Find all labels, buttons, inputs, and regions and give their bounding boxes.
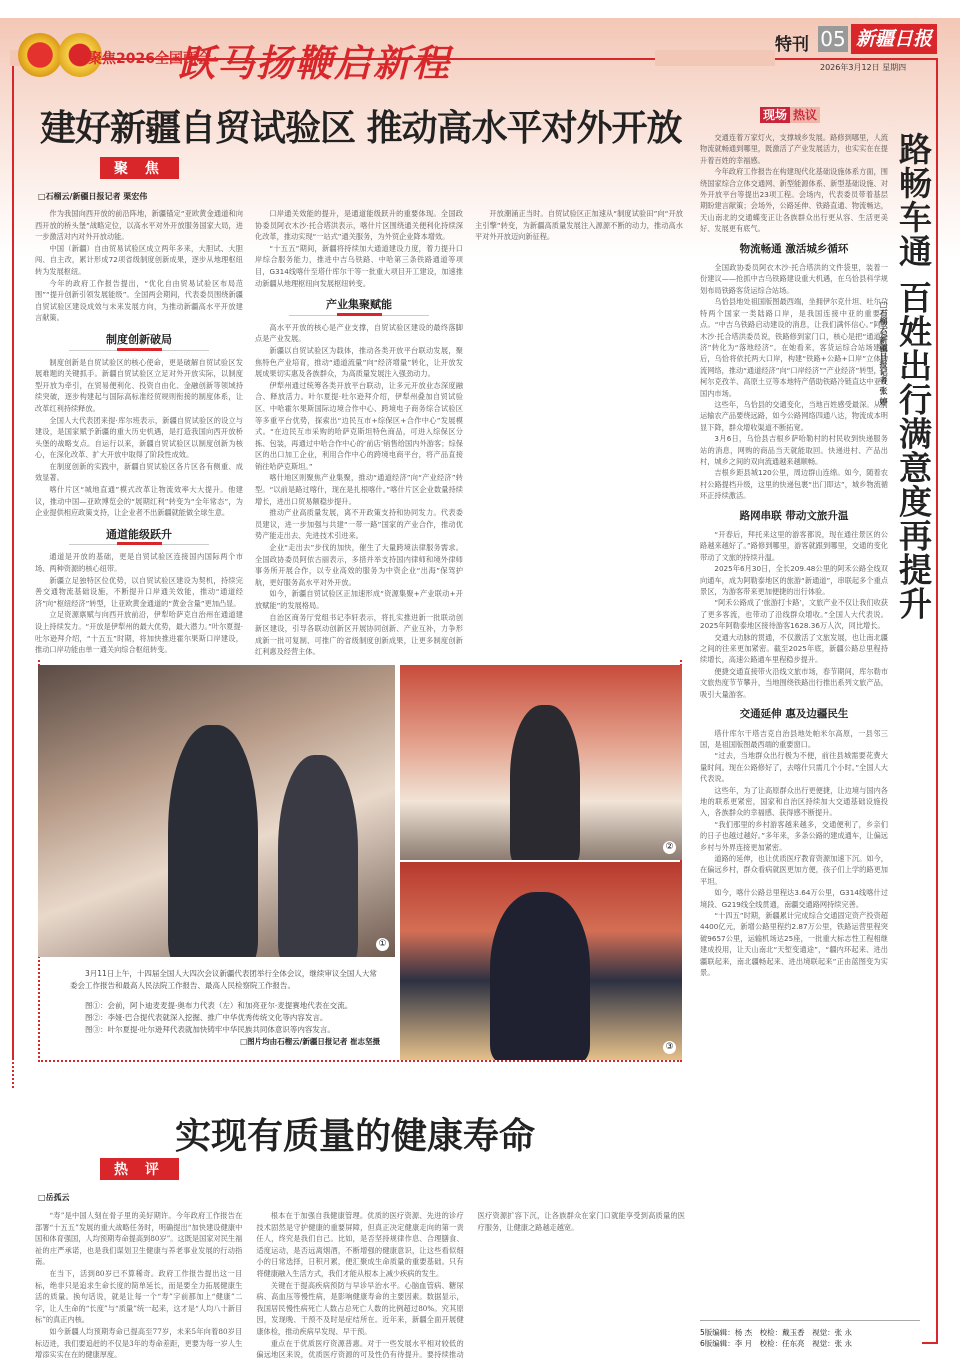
editor-credits — [700, 1320, 920, 1349]
section-heading: 通道能级跃升 — [106, 527, 172, 541]
paragraph: “阿禾公路成了‘旅游打卡路’，文旅产业不仅让我们收获了更多客流，也带动了沿线群众增收。”全国人大代表说。2025年阿勒泰地区接待游客1628.36万人次，同比增长。 — [700, 598, 888, 631]
paragraph: 3月6日，乌恰县吉根乡萨哈勒村的村民收到快递服务站的消息，网购的商品当天就能取回。快递进村、产品出村，城乡之间的双向流通越来越顺畅。 — [700, 434, 888, 466]
paragraph: 立足资源禀赋与向西开放前沿，伊犁哈萨克自治州在通道建设上持续发力。“开放是伊犁州的最大优势，最大潜力。”叶尔夏提·吐尔逊拜介绍，“十五五”时期，将加快推进霍尔果斯口岸建设，推动口岸功能由单一通关向综合枢纽转变。 — [35, 610, 243, 655]
paragraph: 道路的延伸，也让优质医疗教育资源加速下沉。如今，在偏远乡村，群众看病就医更加方便，孩子们上学的路更加平坦。 — [700, 853, 888, 886]
article2-byline: □岳孤云 — [38, 1193, 70, 1202]
frame-corner — [922, 1342, 938, 1344]
photo-number: ② — [663, 841, 676, 854]
article2-headline: 实现有质量的健康寿命 — [175, 1116, 536, 1157]
paragraph: 推动产业高质量发展，离不开政策支持和协同发力。代表委员建议，进一步加强与共建“一带一路”国家的产业合作，推动优势产能走出去、先进技术引进来。 — [255, 508, 463, 541]
photo-credit: □图片均由石榴云/新疆日报记者 崔志坚摄 — [240, 1037, 380, 1046]
caption-1: 图①：会前，阿卜迪麦麦提·奥布力代表（左）和加亮亚尔·麦提赛地代表在交流。 — [85, 1001, 353, 1010]
paragraph: 今年的政府工作报告提出，“优化自由贸易试验区布局范围”“提升创新引领发展能级”。全国两会期间，代表委员围绕新疆自贸试验区建设成效与未来发展方向，为推动新疆高水平开放建言献策。 — [35, 278, 243, 323]
heading-underline — [337, 313, 382, 316]
paragraph: “寿”是中国人刻在骨子里的美好期许。今年政府工作报告在部署“十五五”发展的重大战略任务时，明确提出“加快建设健康中国和体育强国，人均预期寿命提高到80岁”。这既是国家对民生福祉的庄严承诺，也是我们谋划卫生健康与养老事业发展的行动指南。 — [35, 1211, 243, 1267]
tag-right: 热议 — [790, 107, 820, 123]
paragraph: 关键在于提高疾病预防与早诊早治水平。心脑血管病、糖尿病、高血压等慢性病，是影响健康寿命的主要因素。数据显示，我国居民慢性病死亡人数占总死亡人数的比例超过80%。究其原因，发现晚、干预不及时是症结所在。近年来，新疆全面开展健康体检，推动疾病早发现、早干预。 — [256, 1280, 464, 1336]
paragraph: 高水平开放的核心是产业支撑，自贸试验区建设的最终落脚点是产业发展。 — [255, 322, 463, 344]
page-number: 05 — [818, 26, 848, 52]
special-label: 特刊 — [775, 35, 809, 55]
paragraph: 交通连着万家灯火，支撑城乡发展。路修到哪里，人流物流就畅通到哪里，既激活了产业发展活力，也实实在在提升着百姓的幸福感。 — [700, 133, 888, 165]
paragraph: 企业“走出去”步伐的加快，催生了大量跨境法律服务需求。全国政协委员阿依古丽表示，多措并举支持国内律师和境外律师事务所开展合作，以专业高效的服务为中资企业“出海”保驾护航，更好服务高水平对外开放。 — [255, 543, 463, 587]
frame-dotted — [12, 1058, 14, 1088]
paragraph: 如今，新疆自贸试验区正加速形成“资源集聚+产业联动+开放赋能”的发展格局。 — [255, 589, 463, 610]
footer-line: 6版编辑：李 月 校检：任东亮 视觉：张 永 — [700, 1339, 853, 1348]
paragraph: 口岸通关效能的提升，是通道能级跃升的重要体现。全国政协委员阿衣木沙·托合塔洪表示，喀什片区围绕通关便利化持续深化改革，推动实现“一站式”通关服务，为外贸企业降本增效。 — [255, 209, 463, 242]
section-heading: 制度创新破局 — [106, 332, 172, 346]
photo-1 — [38, 665, 395, 957]
photo-3 — [400, 862, 682, 1060]
issue-date: 2026年3月12日 星期四 — [820, 63, 907, 72]
section-heading: 产业集聚赋能 — [326, 298, 392, 312]
paragraph: 交通大动脉的贯通，不仅激活了文旅发展，也让南北疆之间的往来更加紧密。截至2025年底，新疆公路总里程持续增长，高速公路通车里程稳步提升。 — [700, 632, 888, 665]
paragraph: 喀什片区“城地直通”模式改革让物流效率大大提升。他建议，推动中国—亚欧博览会的“展期红利”转变为“全年常态”，为企业提供相应政策支持，让企业者不出新疆就能做全球生意。 — [35, 485, 243, 518]
national-emblem-icon — [18, 33, 62, 77]
paragraph: 如今新疆人均预期寿命已提高至77岁，未来5年向着80岁目标迈进，我们要追赶的不仅是3年的寿命差距，更要为每一岁人生增添实实在在的健康厚度。 — [35, 1326, 243, 1360]
paragraph: 通道是开放的基础，更是自贸试验区连接国内国际两个市场、两种资源的核心纽带。 — [35, 552, 243, 574]
newspaper-logo: 新疆日报 — [851, 24, 937, 54]
caption-3: 图③：叶尔夏提·吐尔逊拜代表就加快铸牢中华民族共同体意识等内容发言。 — [85, 1025, 335, 1034]
right-article-byline: □石榴云/新疆日报记者 张 婷 — [879, 300, 888, 406]
heading-underline — [117, 542, 162, 545]
paragraph: 如今，喀什公路总里程达3.64万公里，G314线喀什过境段、G219线全线贯通，南疆交通路网持续完善。 — [700, 888, 888, 909]
paragraph: 这些年，乌恰县的交通变化，当地百姓感受最深。从前运输农产品要绕远路，如今公路网络四通八达，物流成本明显下降，群众增收渠道不断拓宽。 — [700, 399, 888, 432]
paragraph: 新疆以自贸试验区为载体，推动各类开放平台联动发展，聚焦特色产业培育，推动“通道流量”向“经济增量”转化，让开放发展成果切实惠及各族群众，为高质量发展注入强劲动力。 — [255, 345, 463, 379]
paragraph: “十四五”时期，新疆累计完成综合交通固定资产投资超4400亿元，新增公路里程约2.87万公里，铁路运营里程突破9657公里，运输机场达25座，一批重大标志性工程相继建成投用，让天山南北“天堑变通途”，“疆内环起来、进出疆联起来，南北疆畅起来、进出境联起来”正由蓝图变为实景。 — [700, 911, 888, 978]
paragraph: 2025年6月30日，全长209.48公里的阿禾公路全线双向通车，成为阿勒泰地区的旅游“新通道”，串联起多个重点景区，为游客带来更加便捷的出行体验。 — [700, 564, 888, 597]
photo-caption — [70, 968, 380, 1048]
article1-byline: □石榴云/新疆日报记者 栗宏伟 — [38, 192, 148, 201]
paragraph: 喀什地区则聚焦产业集聚，推动“通道经济”向“产业经济”转型。“以前是路过喀什，现在是扎根喀什。”喀什片区企业数量持续增长，进出口贸易额稳步提升。 — [255, 473, 463, 506]
paragraph: 全国政协委员阿衣木沙·托合塔洪的文件袋里，装着一份建议——抢抓中吉乌铁路建设重大机遇，在乌恰县科学规划布局铁路客货运综合站场。 — [700, 263, 888, 295]
paragraph: 新疆立足独特区位优势，以自贸试验区建设为契机，持续完善交通物流基础设施，不断提升口岸通关效能，推动“通道经济”向“枢纽经济”转型，让亚欧黄金通道的“黄金含量”更加凸显。 — [35, 575, 243, 608]
paragraph: 乌恰县地处祖国版图最西端，坐拥伊尔克什坦、吐尔尕特两个国家一类陆路口岸，是我国连接中亚的重要节点。“中吉乌铁路启动建设的消息，让我们满怀信心。”阿衣木沙·托合塔洪委员说，铁路修到家门口，核心是把“通道经济”转化为“落地经济”。在她看来，客货运综合站场建成后，乌恰将依托两大口岸，构建“铁路+公路+口岸”立体物流网络，推动“通道经济”向“口岸经济”“产业经济”转型，让柯尔克孜羊、高原土豆等本地特产借助铁路冷链直达中亚及国内市场。 — [700, 297, 888, 398]
frame-gap — [655, 50, 775, 66]
paragraph: “十五五”期间，新疆将持续加大通道建设力度，着力提升口岸综合服务能力，推进中吉乌铁路、中哈第三条铁路通道等项目，G314线喀什至塔什库尔干等一批重大项目开工建设，加速推动新疆从地理枢纽向发展枢纽转变。 — [255, 243, 463, 288]
paragraph: 作为我国向西开放的前沿阵地，新疆锚定“亚欧黄金通道和向西开放的桥头堡”战略定位，以高水平对外开放服务国家大局，进一步激活对内对外开放动能。 — [35, 209, 243, 242]
article2-tag: 热 评 — [100, 1158, 179, 1180]
paragraph: “过去，当地群众出行极为不便，前往县城需要花费大量时间。现在公路修好了，去喀什只需几个小时。”全国人大代表说。 — [700, 751, 888, 784]
paragraph: 今年政府工作报告在构建现代化基础设施体系方面，围绕国家综合立体交通网、新型能源体系、新型基础设施、对外开放平台等提出23项工程。会场内，代表委员带着基层期盼建言献策；会场外，公路延伸、铁路直通、物流畅达，天山南北的交通蝶变正让各族群众出行更从容、生活更美好、发展更有底气。 — [700, 167, 888, 234]
paragraph: 自治区商务厅党组书记李轩表示，将扎实推进新一批联动创新区建设，引导各联动创新区开展协同创新、产业互补，力争形成新一批可复制、可推广的省级制度创新成果，让更多制度创新红利惠及经营主体。 — [255, 612, 463, 657]
section-heading: 路网串联 带动文旅升温 — [739, 509, 849, 522]
section-heading: 交通延伸 惠及边疆民生 — [739, 708, 849, 721]
caption-2: 图②：李娅·巴合提代表就深入挖掘、推广中华优秀传统文化等内容发言。 — [85, 1013, 328, 1022]
tag-left: 现场 — [760, 107, 790, 123]
paragraph: 制度创新是自贸试验区的核心使命，更是破解自贸试验区发展难题的关键抓手。新疆自贸试验区立足对外开放实际，以制度型开放为牵引，在贸易便利化、投资自由化、金融创新等领域持续突破，逐步构建起与国际高标准经贸规则衔接的制度体系，让改革红利持续释放。 — [35, 357, 243, 413]
photo-number: ① — [376, 938, 389, 951]
right-article-headline: 路畅车通 百姓出行满意度再提升 — [894, 132, 933, 621]
article2-body — [35, 1210, 685, 1364]
paragraph: 根本在于加强自我健康管理。优质的医疗资源、先进的诊疗技术固然是守护健康的重要屏障，但真正决定健康走向的第一责任人，终究是我们自己。比如，是否坚持规律作息、合理膳食、适度运动，是否远离烟酒，不断增强的健康意识，让这些看似细小的日常选择，日积月累，便汇聚成生命质量的重要基础。只有将健康融入生活方式，我们才能从根本上减少疾病的发生。 — [256, 1211, 464, 1278]
topic-label: 聚焦2026全国两会 — [88, 51, 211, 67]
paragraph: 开放潮涌正当时。自贸试验区正加速从“制度试验田”向“开放主引擎”转变，为新疆高质量发展注入源源不断的动力，推动高水平对外开放迈向新征程。 — [475, 209, 683, 242]
article1-tag: 聚 焦 — [100, 157, 179, 179]
paragraph: 中国（新疆）自由贸易试验区成立两年多来，大胆试、大胆闯、自主改，累计形成72项省级制度创新成果，逐步从地理枢纽转为发展枢纽。 — [35, 243, 243, 276]
right-article-body — [700, 132, 888, 978]
caption-intro: 3月11日上午，十四届全国人大四次会议新疆代表团举行全体会议，继续审议全国人大常委会工作报告和最高人民法院工作报告、最高人民检察院工作报告。 — [70, 969, 377, 990]
heading-underline — [117, 348, 162, 351]
photo-number: ③ — [663, 1041, 676, 1054]
section-heading-block — [700, 709, 888, 720]
section-heading-block — [700, 511, 888, 522]
paragraph: 便捷交通直接带火沿线文旅市场，春节期间，库尔勒市文旅热度节节攀升，当地围绕铁路出行推出系列文旅产品，吸引大量游客。 — [700, 666, 888, 699]
section-heading: 物流畅通 激活城乡循环 — [739, 242, 849, 255]
paragraph: “开春后，拜托来这里的游客都说，现在通往景区的公路越来越好了。”路修到哪里，游客就跟到哪里，交通的变化带动了文旅的持续升温。 — [700, 530, 888, 562]
article1-headline: 建好新疆自贸试验区 推动高水平对外开放 — [40, 108, 682, 149]
frame-right — [936, 1058, 938, 1344]
section-heading-block — [700, 244, 888, 255]
paragraph: 伊犁州通过统筹各类开放平台联动，让多元开放业态深度融合、释放活力。叶尔夏提·吐尔逊拜介绍，伊犁州叠加自贸试验区、中哈霍尔果斯国际边境合作中心、跨境电子商务综合试验区等多重平台优势，探索出“边民互市+综保区+合作中心”发展模式。“在边民互市采购的哈萨克斯坦特色商品，可进入综保区分拣、包装，再通过中哈合作中心的‘前店’销售给国内外游客；综保区的出口加工企业，利用合作中心的跨境电商平台，将产品直接销往哈萨克斯坦。” — [255, 380, 463, 471]
paragraph: 这些年，为了让高原群众出行更便捷，让边境与国内各地的联系更紧密，国家和自治区持续加大交通基础设施投入，各族群众的幸福感、获得感不断提升。 — [700, 785, 888, 818]
paragraph: 全国人大代表团来提·库尔班表示，新疆自贸试验区的设立与建设，是国家赋予新疆的重大历史机遇，是打造我国向西开放桥头堡的战略支点。自运行以来，新疆自贸试验区以制度创新为核心，在深化改革、扩大开放中取得了阶段性成效。 — [35, 415, 243, 460]
right-article-tag — [760, 106, 820, 123]
paragraph: 吉根乡距县城120公里，周边群山连绵。如今，随着农村公路提档升级，这里的快递包裹“出门即达”，城乡物流循环正持续激活。 — [700, 468, 888, 501]
slogan: 跃马扬鞭启新程 — [178, 41, 451, 85]
paragraph: 在当下，活到80岁已不算稀奇。政府工作报告提出这一目标，绝非只是追求生命长度的简单延长，而是要全力拓展健康生活的质量。换句话说，就是让每一个“寿”字前都加上“健康”二字，让人生命的“长度”与“质量”统一起来，这才是“人均八十新目标”的真正内核。 — [35, 1268, 243, 1325]
article1-body — [35, 208, 683, 658]
paragraph: 塔什库尔干塔吉克自治县地处帕米尔高原，一县邻三国，是祖国版图最西端的重要窗口。 — [700, 728, 888, 749]
paragraph: “我们那里的乡村游客越来越多，交通便利了，乡亲们的日子也越过越好。”多年来，多条公路的建成通车，让偏远乡村与外界连接更加紧密。 — [700, 819, 888, 852]
paragraph: 重点在于优质医疗资源普惠。对于一些发展水平相对较低的偏远地区来说，优质医疗资源的可及性仍有待提升。要持续推动医疗资源扩容下沉，让各族群众在家门口就能享受到高质量的医疗服务，让健康之路越走越宽。 — [256, 1211, 685, 1360]
footer-line: 5版编辑：杨 杰 校检：戴玉香 视觉：张 永 — [700, 1328, 853, 1337]
photo-2 — [400, 665, 682, 860]
paragraph: 在制度创新的实践中，新疆自贸试验区各片区各有侧重、成效显著。 — [35, 461, 243, 483]
